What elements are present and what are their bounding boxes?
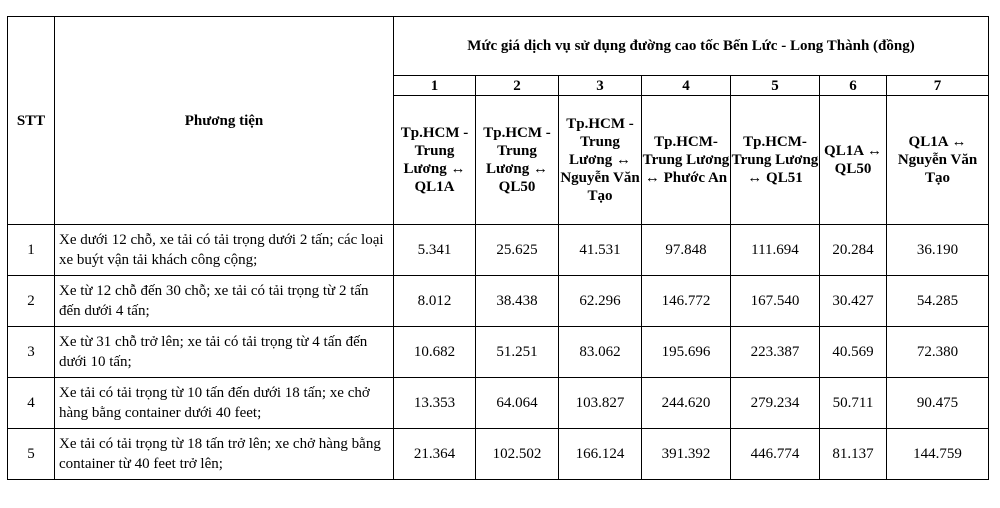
route-label: Tp.HCM- Trung Lương ↔ QL51: [731, 134, 819, 186]
price-cell: 64.064: [476, 378, 559, 429]
price-cell: 20.284: [820, 225, 887, 276]
price-cell: 25.625: [476, 225, 559, 276]
price-cell: 223.387: [731, 327, 820, 378]
toll-price-table: [7, 16, 989, 480]
route-header-7: [887, 96, 989, 225]
row-stt: 2: [8, 276, 55, 327]
price-cell: 50.711: [820, 378, 887, 429]
column-number-4: 4: [642, 76, 731, 96]
route-label: Tp.HCM - Trung Lương ↔ QL1A: [400, 125, 469, 195]
price-cell: 195.696: [642, 327, 731, 378]
row-vehicle: Xe tải có tải trọng từ 18 tấn trở lên; xe chở hàng bằng container từ 40 feet trở lên;: [55, 429, 394, 480]
table-title: Mức giá dịch vụ sử dụng đường cao tốc Bến Lức - Long Thành (đồng): [394, 17, 989, 76]
price-cell: 40.569: [820, 327, 887, 378]
price-cell: 97.848: [642, 225, 731, 276]
route-header-4: [642, 96, 731, 225]
column-number-1: 1: [394, 76, 476, 96]
route-header-5: [731, 96, 820, 225]
price-cell: 279.234: [731, 378, 820, 429]
row-vehicle: Xe dưới 12 chỗ, xe tải có tải trọng dưới 2 tấn; các loại xe buýt vận tải khách công cộng;: [55, 225, 394, 276]
route-label: Tp.HCM - Trung Lương ↔ Nguyễn Văn Tạo: [560, 116, 640, 204]
column-number-2: 2: [476, 76, 559, 96]
route-header-1: [394, 96, 476, 225]
route-label: Tp.HCM- Trung Lương ↔ Phước An: [642, 134, 730, 186]
price-cell: 13.353: [394, 378, 476, 429]
table-row: [8, 429, 989, 480]
price-cell: 111.694: [731, 225, 820, 276]
price-cell: 146.772: [642, 276, 731, 327]
price-cell: 21.364: [394, 429, 476, 480]
row-vehicle: Xe tải có tải trọng từ 10 tấn đến dưới 18 tấn; xe chở hàng bằng container dưới 40 feet;: [55, 378, 394, 429]
row-vehicle: Xe từ 12 chỗ đến 30 chỗ; xe tải có tải trọng từ 2 tấn đến dưới 4 tấn;: [55, 276, 394, 327]
table-row: [8, 276, 989, 327]
price-cell: 446.774: [731, 429, 820, 480]
price-cell: 41.531: [559, 225, 642, 276]
row-stt: 1: [8, 225, 55, 276]
column-number-6: 6: [820, 76, 887, 96]
price-cell: 5.341: [394, 225, 476, 276]
price-cell: 8.012: [394, 276, 476, 327]
route-label: QL1A ↔ QL50: [824, 143, 882, 177]
column-number-5: 5: [731, 76, 820, 96]
row-vehicle: Xe từ 31 chỗ trở lên; xe tải có tải trọng từ 4 tấn đến dưới 10 tấn;: [55, 327, 394, 378]
price-cell: 83.062: [559, 327, 642, 378]
column-number-7: 7: [887, 76, 989, 96]
route-header-6: [820, 96, 887, 225]
price-cell: 36.190: [887, 225, 989, 276]
row-stt: 4: [8, 378, 55, 429]
table-row: [8, 327, 989, 378]
price-cell: 54.285: [887, 276, 989, 327]
price-cell: 51.251: [476, 327, 559, 378]
table-body: [8, 225, 989, 480]
column-number-3: 3: [559, 76, 642, 96]
price-cell: 10.682: [394, 327, 476, 378]
route-header-3: [559, 96, 642, 225]
price-cell: 144.759: [887, 429, 989, 480]
price-cell: 102.502: [476, 429, 559, 480]
price-cell: 166.124: [559, 429, 642, 480]
price-cell: 167.540: [731, 276, 820, 327]
row-stt: 5: [8, 429, 55, 480]
price-cell: 72.380: [887, 327, 989, 378]
price-cell: 103.827: [559, 378, 642, 429]
price-cell: 81.137: [820, 429, 887, 480]
price-cell: 30.427: [820, 276, 887, 327]
price-cell: 62.296: [559, 276, 642, 327]
stt-header: STT: [8, 17, 55, 225]
price-cell: 244.620: [642, 378, 731, 429]
route-label: QL1A ↔ Nguyễn Văn Tạo: [897, 134, 978, 186]
table-row: [8, 225, 989, 276]
route-label: Tp.HCM - Trung Lương ↔ QL50: [483, 125, 551, 195]
table-row: [8, 378, 989, 429]
price-cell: 38.438: [476, 276, 559, 327]
vehicle-header: Phương tiện: [55, 17, 394, 225]
row-stt: 3: [8, 327, 55, 378]
price-cell: 391.392: [642, 429, 731, 480]
route-header-2: [476, 96, 559, 225]
price-cell: 90.475: [887, 378, 989, 429]
